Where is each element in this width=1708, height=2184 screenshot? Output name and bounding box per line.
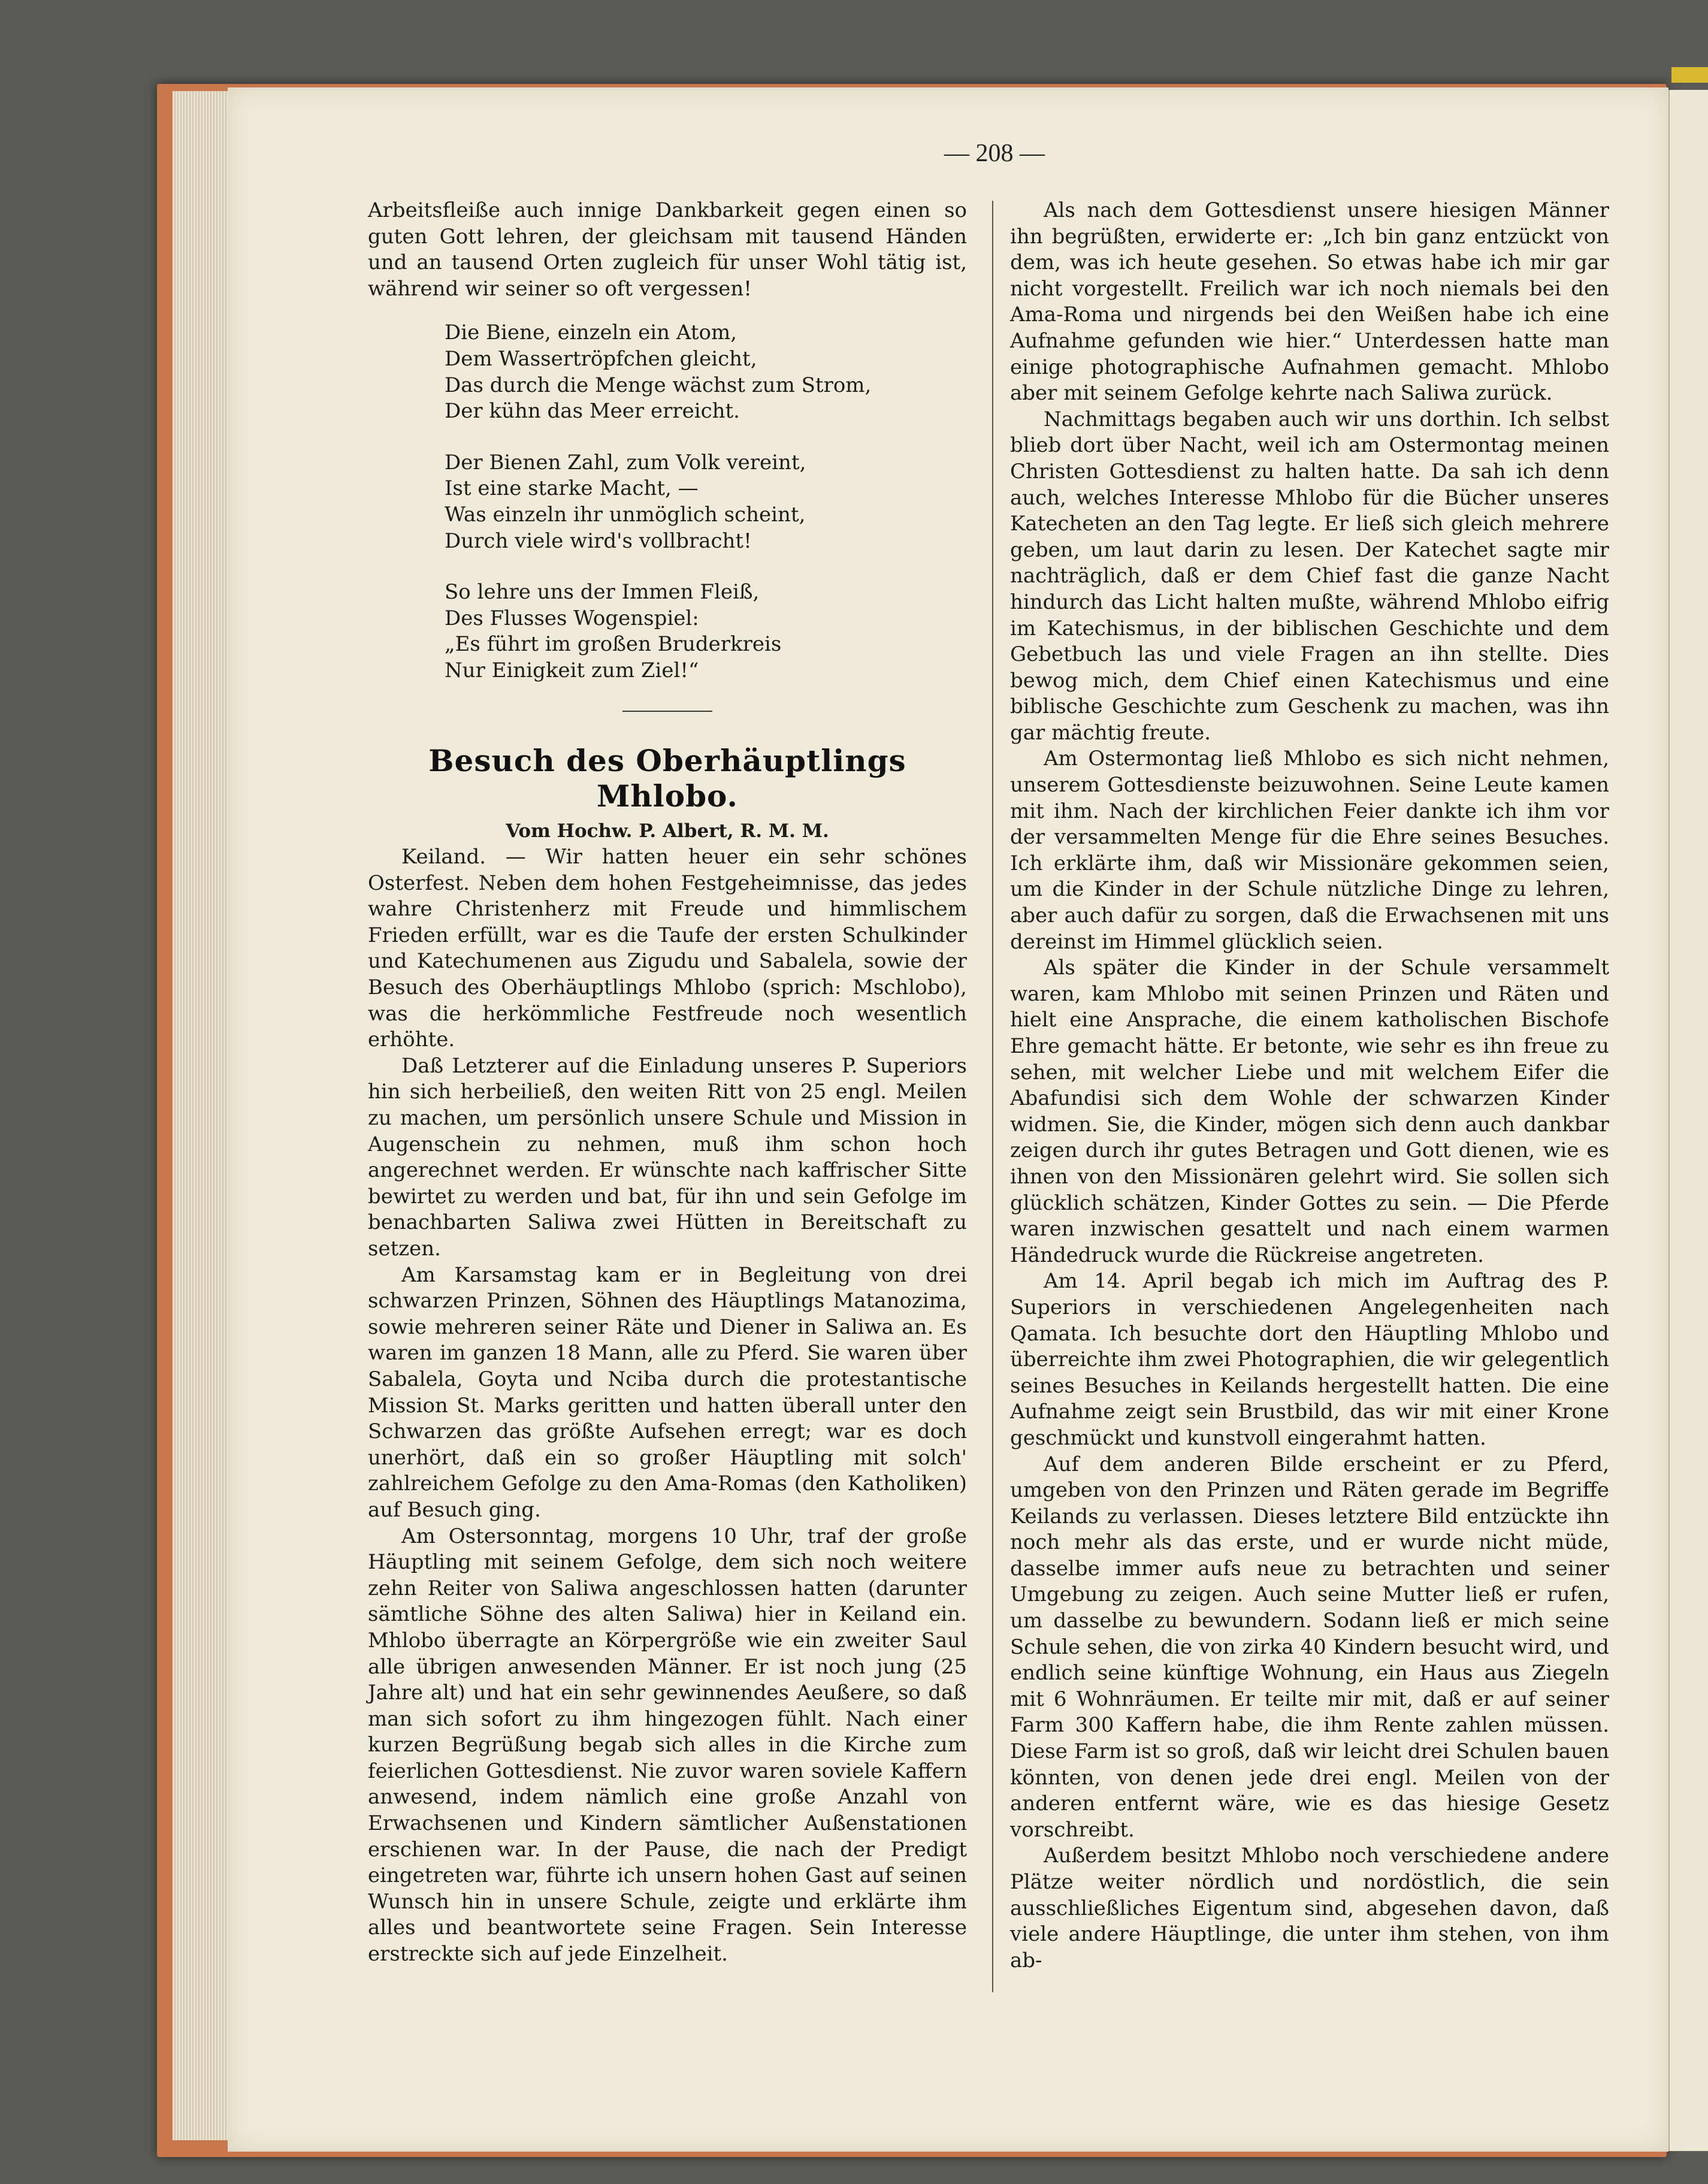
article-paragraph: Außerdem besitzt Mhlobo noch verschiedene andere Plätze weiter nördlich und nordöstlich, die sein ausschließliches Eigentum sind, abgesehen davon, daß viele andere Häuptlinge, die unter ihm stehen, von ihm ab- <box>1010 1844 1609 1972</box>
article-paragraph: Auf dem anderen Bilde erscheint er zu Pferd, umgeben von den Prinzen und Räten gerade im Begriffe Keilands zu verlassen. Dieses letztere Bild entzückte ihn noch mehr als das erste, und er wurde nicht müde, dasselbe immer aufs neue zu betrachten und seiner Umgebung zu zeigen. Auch seine Mutter ließ er rufen, um dasselbe zu bewundern. Sodann ließ er mich seine Schule sehen, die von zirka 40 Kindern besucht wird, und endlich seine künftige Wohnung, ein Haus aus Ziegeln mit 6 Wohnräumen. Er teilte mir mit, daß er auf seiner Farm 300 Kaffern habe, die ihm Rente zahlen müssen. Diese Farm ist so groß, daß wir leicht drei Schulen bauen könnten, von denen jede drei engl. Meilen von der anderen entfernt wäre, wie es das hiesige Gesetz vorschreibt. <box>1010 1452 1609 1842</box>
opening-paragraph: Arbeitsfleiße auch innige Dankbarkeit gegen einen so guten Gott lehren, der gleichsam mit tausend Händen und an tausend Orten zugleich für unser Wohl tätig ist, während wir seiner so oft vergessen! <box>368 198 967 301</box>
right-column <box>1010 198 1609 1974</box>
article-paragraph: Am Ostersonntag, morgens 10 Uhr, traf der große Häuptling mit seinem Gefolge, dem sich noch weitere zehn Reiter von Saliwa angeschlossen hatten (darunter sämtliche Söhne des alten Saliwa) hier in Keiland ein. Mhlobo überragte an Körpergröße wie ein zweiter Saul alle übrigen anwesenden Männer. Er ist noch jung (25 Jahre alt) und hat ein sehr gewinnendes Aeußere, so daß man sich sofort zu ihm hingezogen fühlt. Nach einer kurzen Begrüßung begab sich alles in die Kirche zum feierlichen Gottesdienst. Nie zuvor waren soviele Kaffern anwesend, indem nämlich eine große Anzahl von Erwachsenen und Kindern sämtlicher Außenstationen erschienen war. In der Pause, die nach der Predigt eingetreten war, führte ich unsern hohen Gast auf seinen Wunsch hin in unsere Schule, zeigte und erklärte ihm alles und beantwortete seine Fragen. Sein Interesse erstreckte sich auf jede Einzelheit. <box>368 1524 967 1966</box>
poem-line: Dem Wassertröpfchen gleicht, <box>445 346 757 371</box>
poem-line: Des Flusses Wogenspiel: <box>445 606 699 630</box>
section-divider-rule <box>622 711 712 712</box>
article-paragraph: Nachmittags begaben auch wir uns dorthin. Ich selbst blieb dort über Nacht, weil ich am Ostermontag meinen Christen Gottesdienst zu halten hatte. Da sah ich denn auch, welches Interesse Mhlobo für die Bücher unseres Katecheten an den Tag legte. Er ließ sich gleich mehrere geben, um laut darin zu lesen. Der Katechet sagte mir nachträglich, daß er dem Chief fast die ganze Nacht hindurch das Licht halten mußte, während Mhlobo eifrig im Katechismus, in der biblischen Geschichte und dem Gebetbuch las und viele Fragen an ihn stellte. Dies bewog mich, dem Chief einen Katechismus und eine biblische Geschichte zum Geschenk zu machen, was ihn gar mächtig freute. <box>1010 407 1609 745</box>
poem-line: Durch viele wird's vollbracht! <box>445 528 752 553</box>
article-paragraph: Am Karsamstag kam er in Begleitung von drei schwarzen Prinzen, Söhnen des Häuptlings Matanozima, sowie mehreren seiner Räte und Diener in Saliwa an. Es waren im ganzen 18 Mann, alle zu Pferd. Sie waren über Sabalela, Goyta und Nciba durch die protestantische Mission St. Marks geritten und hatten überall unter den Schwarzen das größte Aufsehen erregt; war es doch unerhört, daß ein so großer Häuptling mit solch' zahlreichem Gefolge zu den Ama-Romas (den Katholiken) auf Besuch ging. <box>368 1262 967 1522</box>
article-paragraph: Als später die Kinder in der Schule versammelt waren, kam Mhlobo mit seinen Prinzen und Räten und hielt eine Ansprache, die einem katholischen Bischofe Ehre gemacht hätte. Er betonte, wie sehr es ihn freue zu sehen, mit welcher Liebe und mit welchem Eifer die Abafundisi sich dem Wohle der schwarzen Kinder widmen. Sie, die Kinder, mögen sich denn auch dankbar zeigen durch ihr gutes Betragen und Gott dienen, wie es ihnen von den Missionären gelehrt wird. Sie sollen sich glücklich schätzen, Kinder Gottes zu sein. — Die Pferde waren inzwischen gesattelt und nach einem warmen Händedruck wurde die Rückreise angetreten. <box>1010 956 1609 1267</box>
bookmark-ribbon <box>1671 67 1708 83</box>
poem-line: Das durch die Menge wächst zum Strom, <box>445 373 872 397</box>
article-paragraph: Daß Letzterer auf die Einladung unseres P. Superiors hin sich herbeiließ, den weiten Ritt von 25 engl. Meilen zu machen, um persönlich unsere Schule und Mission in Augenschein zu nehmen, muß ihm schon hoch angerechnet werden. Er wünschte nach kaffrischer Sitte bewirtet zu werden und bat, für ihn und sein Gefolge im benachbarten Saliwa zwei Hütten in Bereitschaft zu setzen. <box>368 1053 967 1261</box>
poem-line: „Es führt im großen Bruderkreis <box>445 632 782 657</box>
column-divider <box>992 201 993 1992</box>
article-paragraph: Am 14. April begab ich mich im Auftrag des P. Superiors in verschiedenen Angelegenheiten nach Qamata. Ich besuchte dort den Häuptling Mhlobo und überreichte ihm zwei Photographien, die wir gelegentlich seines Besuches in Keilands hergestellt hatten. Die eine Aufnahme zeigt sein Brustbild, das wir mit einer Krone geschmückt und kunstvoll eingerahmt hatten. <box>1010 1269 1609 1450</box>
page-stack-edge <box>173 91 232 2140</box>
article-paragraph: Als nach dem Gottesdienst unsere hiesigen Männer ihn begrüßten, erwiderte er: „Ich bin ganz entzückt von dem, was ich heute gesehen. So etwas habe ich mir gar nicht vorgestellt. Freilich war ich noch niemals bei den Ama-Roma und nirgends bei den Weißen habe ich eine Aufnahme gefunden wie hier.“ Unterdessen hatte man einige photographische Aufnahmen gemacht. Mhlobo aber mit seinem Gefolge kehrte nach Saliwa zurück. <box>1010 198 1609 406</box>
poem-line: Der Bienen Zahl, zum Volk vereint, <box>445 450 806 475</box>
poem-stanza-3 <box>445 579 967 684</box>
article-byline: Vom Hochw. P. Albert, R. M. M. <box>506 820 829 842</box>
article-paragraph: Keiland. — Wir hatten heuer ein sehr schönes Osterfest. Neben dem hohen Festgeheimnisse, das jedes wahre Christenherz mit Freude und himmlischem Frieden erfüllt, war es die Taufe der ersten Schulkinder und Katechumenen aus Zigudu und Sabalela, sowie der Besuch des Oberhäuptlings Mhlobo (sprich: Mschlobo), was die herkömmliche Festfreude noch wesentlich erhöhte. <box>368 845 967 1052</box>
poem-stanza-1 <box>445 320 967 424</box>
poem-line: Was einzeln ihr unmöglich scheint, <box>445 502 806 527</box>
poem-line: So lehre uns der Immen Fleiß, <box>445 580 760 605</box>
article-title: Besuch des Oberhäuptlings Mhlobo. <box>428 742 906 814</box>
left-column <box>368 198 967 1968</box>
page-number: — 208 — <box>944 140 1045 167</box>
article-paragraph: Am Ostermontag ließ Mhlobo es sich nicht nehmen, unserem Gottesdienste beizuwohnen. Seine Leute kamen mit ihm. Nach der kirchlichen Feier dankte ich ihm vor der versammelten Menge für die Ehre seines Besuches. Ich erklärte ihm, daß wir Missionäre gekommen seien, um die Kinder in der Schule nützliche Dinge zu lehren, aber auch dafür zu sorgen, daß die Erwachsenen mit uns dereinst im Himmel glücklich seien. <box>1010 747 1609 954</box>
facing-page-edge <box>1668 90 1708 2151</box>
poem-stanza-2 <box>445 450 967 554</box>
poem-line: Nur Einigkeit zum Ziel!“ <box>445 658 699 682</box>
poem-line: Ist eine starke Macht, — <box>445 476 699 501</box>
poem-line: Der kühn das Meer erreicht. <box>445 399 740 424</box>
poem-line: Die Biene, einzeln ein Atom, <box>445 321 737 345</box>
